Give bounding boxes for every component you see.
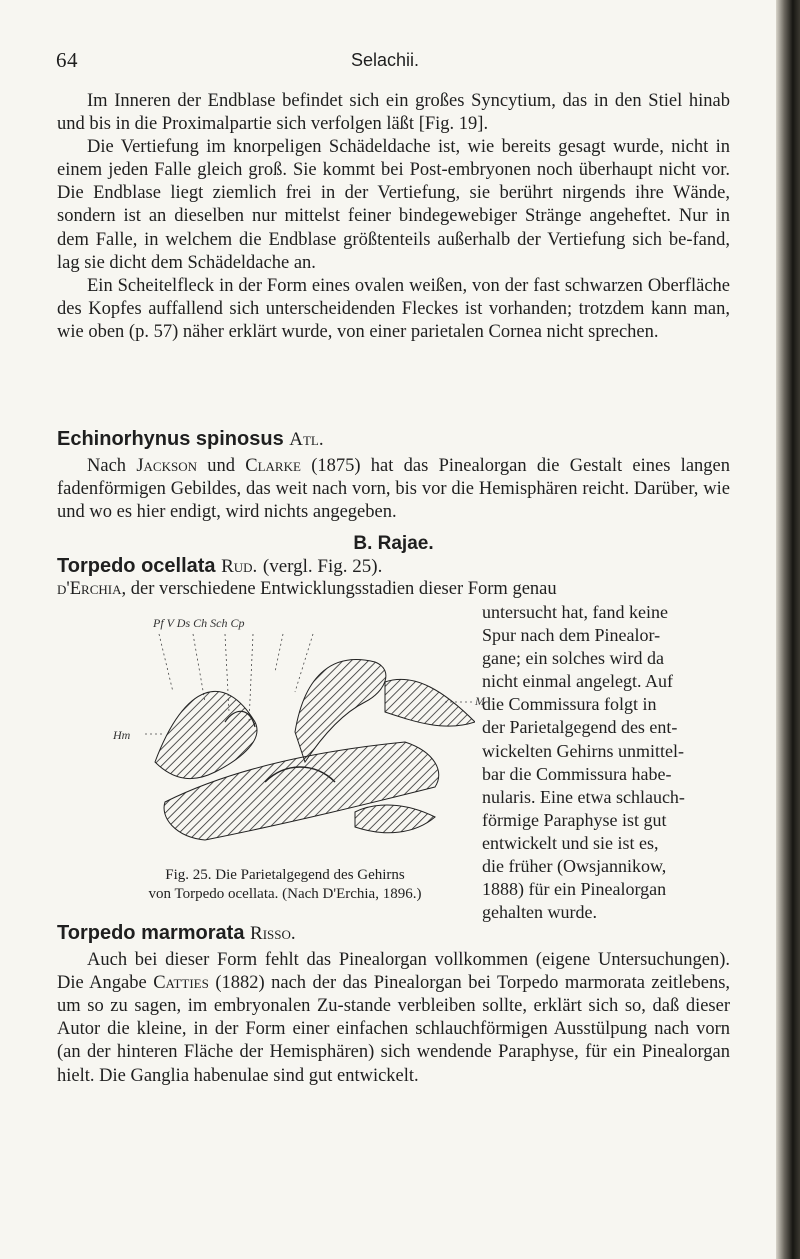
text-run: (1875) hat das Pinealorgan die Gestalt eines langen fadenförmigen Gebildes, das weit nach vorn, bis vor die Hemisphären reicht. Darüber, wie und wo es hier endigt, wird nichts angegeben.	[57, 456, 730, 523]
page-header	[0, 48, 770, 72]
wrap-line: wickelten Gehirns unmittel-	[482, 740, 684, 761]
species-author: Rud.	[221, 556, 258, 578]
caption-line: Fig. 25. Die Parietalgegend des Gehirns	[165, 867, 405, 883]
wrap-line: Spur nach dem Pinealor-	[482, 625, 661, 646]
wrap-line: gane; ein solches wird da	[482, 648, 664, 669]
species-title: Torpedo ocellata	[57, 555, 216, 578]
text-run: der verschiedene Entwicklungsstadien dieser Form genau	[130, 579, 557, 600]
paragraph-syncytium: Im Inneren der Endblase befindet sich ein großes Syncytium, das in den Stiel hinab und bis in die Proximalpartie sich verfolgen läßt [Fig. 19].	[57, 91, 730, 135]
page-number: 64	[56, 48, 78, 72]
figure-25	[113, 612, 485, 852]
species-author: Risso.	[250, 923, 296, 944]
figure-caption	[100, 866, 470, 904]
wrap-line: gehalten wurde.	[482, 902, 597, 923]
figure-label-hm: Hm	[113, 728, 131, 742]
species-title: Torpedo marmorata	[57, 922, 245, 944]
wrap-line: bar die Commissura habe-	[482, 763, 672, 784]
paragraph-jackson	[57, 455, 730, 524]
section-echinorhynus	[57, 428, 730, 524]
running-title: Selachii.	[350, 50, 420, 70]
author-name: Catties	[153, 973, 209, 994]
brain-section-drawing	[145, 612, 475, 852]
species-author: Atl.	[289, 429, 324, 450]
figure-label-m: M	[475, 694, 485, 708]
heading-torpedo-ocellata	[57, 555, 730, 578]
heading-echinorhynus	[57, 428, 730, 451]
caption-line: von Torpedo ocellata. (Nach D'Erchia, 1896.)	[148, 886, 422, 902]
text-run: und	[207, 456, 235, 477]
wrap-line: der Parietalgegend des ent-	[482, 717, 678, 738]
section-label: B. Rajae.	[353, 533, 434, 554]
text-run: (1882) nach der das Pinealorgan bei Torpedo marmorata zeitlebens, um so zu sagen, im embryonalen Zu-stande verbleiben sollte, erklärt sich so, daß dieser Autor die kleine, in der Form einer einfachen schlauchförmigen Ausstülpung nach vorn (an der hinteren Fläche der Hemisphären) sich wendende Paraphyse, für ein Pinealorgan hielt. Die Ganglia habenulae sind gut entwickelt.	[57, 973, 731, 1086]
author-name: d'Erchia,	[57, 579, 127, 600]
wrap-line: förmige Paraphyse ist gut	[482, 809, 667, 830]
section-intro	[57, 90, 730, 344]
paragraph-vertiefung: Die Vertiefung im knorpeligen Schädeldache ist, wie bereits gesagt wurde, nicht in einem jeden Falle gleich groß. Sie kommt bei Post-embryonen noch überhaupt nicht vor. Die Endblase liegt ziemlich frei in der Vertiefung, sie berührt nirgends ihre Wände, sondern ist an dieselben nur mittelst feiner bindegewebiger Stränge angeheftet. Nur in dem Falle, in welchem die Endblase größtenteils außerhalb der Vertiefung sich be-fand, lag sie dicht dem Schädeldache an.	[57, 137, 730, 273]
wrap-line: nularis. Eine etwa schlauch-	[482, 786, 685, 807]
paragraph-erchia-lead	[57, 578, 730, 601]
paragraph-scheitelfleck: Ein Scheitelfleck in der Form eines ovalen weißen, von der fast schwarzen Oberfläche des Kopfes auffallend sich unterscheidenden Fleckes ist vorhanden; trotzdem kann man, wie oben (p. 57) näher erklärt wurde, von einer parietalen Cornea nicht sprechen.	[57, 275, 730, 342]
paragraph-marmorata	[57, 949, 730, 1088]
wrap-line: entwickelt und sie ist es,	[482, 832, 659, 853]
wrap-line: die früher (Owsjannikow,	[482, 856, 667, 877]
species-title: Echinorhynus spinosus	[57, 428, 284, 450]
text-run: Auch bei dieser Form fehlt das Pinealorgan vollkommen (eigene Untersuchungen). Die Angabe	[57, 950, 730, 994]
figure-wrap-text	[482, 601, 732, 924]
wrap-line: nicht einmal angelegt. Auf	[482, 671, 673, 692]
wrap-line: untersucht hat, fand keine	[482, 602, 668, 622]
wrap-line: 1888) für ein Pinealorgan	[482, 879, 667, 900]
section-rajae	[57, 532, 730, 601]
author-name: Clarke	[245, 456, 301, 477]
figure-label-top: Pf V Ds Ch Sch Cp	[153, 616, 245, 630]
text-run: Nach	[87, 456, 127, 477]
section-marmorata	[57, 922, 730, 1088]
figure-reference: (vergl. Fig. 25).	[262, 556, 383, 578]
wrap-line: die Commissura folgt in	[482, 694, 657, 715]
author-name: Jackson	[136, 456, 197, 477]
heading-torpedo-marmorata	[57, 922, 730, 945]
book-spine-edge	[776, 0, 800, 1259]
